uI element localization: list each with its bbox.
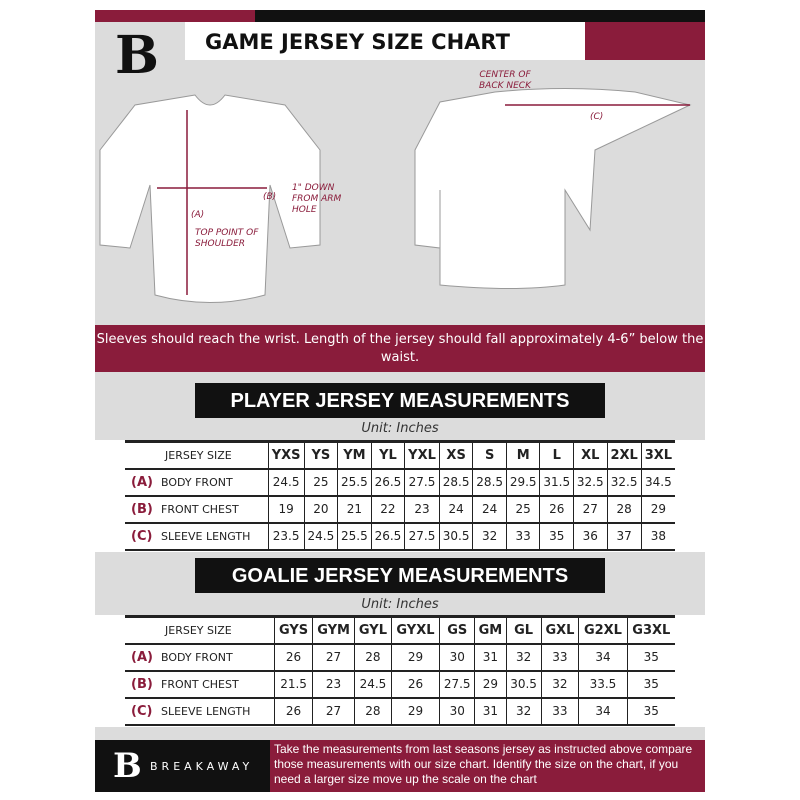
size-header: GM (475, 617, 506, 644)
row-label (125, 496, 268, 523)
label-a: (A) (191, 210, 205, 220)
measurement-cell: 26 (391, 671, 439, 698)
measurement-cell: 21 (338, 496, 372, 523)
size-header: GXL (541, 617, 579, 644)
row-tag: (A) (131, 649, 153, 665)
goalie-section-title: GOALIE JERSEY MEASUREMENTS (195, 558, 605, 593)
measurement-cell: 21.5 (275, 671, 313, 698)
measurement-cell: 33 (506, 523, 540, 550)
measurement-cell: 32.5 (607, 469, 641, 496)
row-label (125, 698, 275, 725)
measurement-cell: 28 (355, 644, 392, 671)
measurement-cell: 29.5 (506, 469, 540, 496)
footer-logo: B (113, 746, 142, 786)
page-title: GAME JERSEY SIZE CHART (185, 22, 585, 60)
top-bar-dark (255, 10, 705, 22)
table-row (125, 496, 675, 523)
size-header: 3XL (641, 442, 675, 469)
measurement-cell: 26.5 (371, 469, 405, 496)
measurement-cell: 30.5 (506, 671, 541, 698)
measurement-cell: 35 (627, 698, 675, 725)
title-accent-block (585, 22, 705, 60)
front-jersey (100, 95, 320, 303)
measurement-cell: 30 (440, 644, 475, 671)
measurement-cell: 29 (391, 698, 439, 725)
measurement-cell: 35 (627, 644, 675, 671)
measurement-cell: 26.5 (371, 523, 405, 550)
footer-instructions: Take the measurements from last seasons jersey as instructed above compare those measurements with our size chart. Identify the size on the chart, if you need a larger size move up the scale on the chart (270, 740, 705, 792)
measurement-cell: 24.5 (304, 523, 338, 550)
measurement-cell: 19 (268, 496, 304, 523)
size-header: G3XL (627, 617, 675, 644)
measurement-cell: 24 (473, 496, 507, 523)
size-header: S (473, 442, 507, 469)
measurement-cell: 32 (506, 698, 541, 725)
measurement-cell: 28 (355, 698, 392, 725)
top-bar-accent (95, 10, 255, 22)
measurement-cell: 37 (607, 523, 641, 550)
fit-guidance-banner: Sleeves should reach the wrist. Length of the jersey should fall approximately 4-6” below the waist. (95, 325, 705, 372)
measurement-cell: 29 (641, 496, 675, 523)
measurement-cell: 25 (304, 469, 338, 496)
measurement-cell: 32.5 (573, 469, 607, 496)
row-name: BODY FRONT (161, 475, 233, 489)
size-header: L (540, 442, 574, 469)
row-label (125, 644, 275, 671)
row-tag: (B) (131, 501, 153, 517)
table-row (125, 671, 675, 698)
measurement-cell: 35 (540, 523, 574, 550)
size-chart-page (95, 10, 705, 792)
label-c: (C) (590, 112, 604, 122)
measurement-cell: 24.5 (268, 469, 304, 496)
measurement-cell: 32 (506, 644, 541, 671)
measurement-cell: 29 (475, 671, 506, 698)
header-row (125, 442, 675, 469)
row-tag: (C) (131, 528, 153, 544)
measurement-cell: 34 (579, 698, 627, 725)
player-section-title: PLAYER JERSEY MEASUREMENTS (195, 383, 605, 418)
measurement-cell: 23.5 (268, 523, 304, 550)
back-jersey (415, 89, 690, 289)
measurement-cell: 27 (313, 644, 355, 671)
measurement-cell: 26 (275, 644, 313, 671)
header-row (125, 617, 675, 644)
measurement-cell: 28.5 (439, 469, 473, 496)
measurement-cell: 28.5 (473, 469, 507, 496)
center-back-neck-label: CENTER OF BACK NECK (479, 70, 531, 91)
measurement-cell: 33 (541, 644, 579, 671)
measurement-cell: 27.5 (405, 523, 440, 550)
measurement-cell: 27 (313, 698, 355, 725)
measurement-cell: 26 (540, 496, 574, 523)
size-header: XL (573, 442, 607, 469)
size-header: YS (304, 442, 338, 469)
measurement-cell: 28 (607, 496, 641, 523)
size-header: 2XL (607, 442, 641, 469)
row-label (125, 523, 268, 550)
player-unit: Unit: Inches (361, 421, 439, 436)
measurement-cell: 23 (405, 496, 440, 523)
measurement-cell: 31.5 (540, 469, 574, 496)
measurement-cell: 27 (573, 496, 607, 523)
table-row (125, 469, 675, 496)
row-label (125, 469, 268, 496)
measurement-cell: 33.5 (579, 671, 627, 698)
measurement-cell: 31 (475, 644, 506, 671)
measurement-cell: 35 (627, 671, 675, 698)
measurement-cell: 25.5 (338, 469, 372, 496)
measurement-cell: 22 (371, 496, 405, 523)
table-row (125, 698, 675, 725)
label-b: (B) (263, 192, 277, 202)
measurement-cell: 24.5 (355, 671, 392, 698)
size-header: YXS (268, 442, 304, 469)
size-header: XS (439, 442, 473, 469)
row-name: FRONT CHEST (161, 677, 239, 691)
brand-name: BREAKAWAY (150, 760, 254, 773)
measurement-cell: 20 (304, 496, 338, 523)
size-header: G2XL (579, 617, 627, 644)
player-size-table (125, 440, 675, 551)
size-header: GYXL (391, 617, 439, 644)
row-tag: (C) (131, 703, 153, 719)
measurement-cell: 25 (506, 496, 540, 523)
header-label: JERSEY SIZE (125, 442, 268, 469)
measurement-cell: 29 (391, 644, 439, 671)
measurement-cell: 32 (541, 671, 579, 698)
brand-logo: B (115, 25, 159, 86)
measurement-cell: 34.5 (641, 469, 675, 496)
row-name: SLEEVE LENGTH (161, 529, 251, 543)
goalie-unit: Unit: Inches (361, 597, 439, 612)
size-header: YXL (405, 442, 440, 469)
player-table-area (95, 440, 705, 552)
size-header: YM (338, 442, 372, 469)
measurement-cell: 30.5 (439, 523, 473, 550)
measurement-cell: 33 (541, 698, 579, 725)
measurement-cell: 26 (275, 698, 313, 725)
measurement-cell: 25.5 (338, 523, 372, 550)
goalie-table-area (95, 615, 705, 727)
size-header: GS (440, 617, 475, 644)
measurement-cell: 27.5 (440, 671, 475, 698)
one-inch-label: 1" DOWN FROM ARM HOLE (292, 183, 342, 215)
row-label (125, 671, 275, 698)
table-row (125, 644, 675, 671)
measurement-cell: 36 (573, 523, 607, 550)
measurement-cell: 31 (475, 698, 506, 725)
size-header: GL (506, 617, 541, 644)
measurement-cell: 34 (579, 644, 627, 671)
size-header: GYM (313, 617, 355, 644)
top-point-label: TOP POINT OF SHOULDER (195, 228, 259, 249)
measurement-cell: 23 (313, 671, 355, 698)
row-name: SLEEVE LENGTH (161, 704, 251, 718)
measurement-cell: 24 (439, 496, 473, 523)
size-header: GYL (355, 617, 392, 644)
row-name: BODY FRONT (161, 650, 233, 664)
row-tag: (A) (131, 474, 153, 490)
table-row (125, 523, 675, 550)
footer-brand (95, 740, 270, 792)
size-header: YL (371, 442, 405, 469)
row-tag: (B) (131, 676, 153, 692)
measurement-cell: 32 (473, 523, 507, 550)
measurement-cell: 30 (440, 698, 475, 725)
size-header: GYS (275, 617, 313, 644)
measurement-cell: 38 (641, 523, 675, 550)
jersey-diagram (95, 70, 705, 310)
measurement-cell: 27.5 (405, 469, 440, 496)
size-header: M (506, 442, 540, 469)
row-name: FRONT CHEST (161, 502, 239, 516)
header-label: JERSEY SIZE (125, 617, 275, 644)
goalie-size-table (125, 615, 675, 726)
